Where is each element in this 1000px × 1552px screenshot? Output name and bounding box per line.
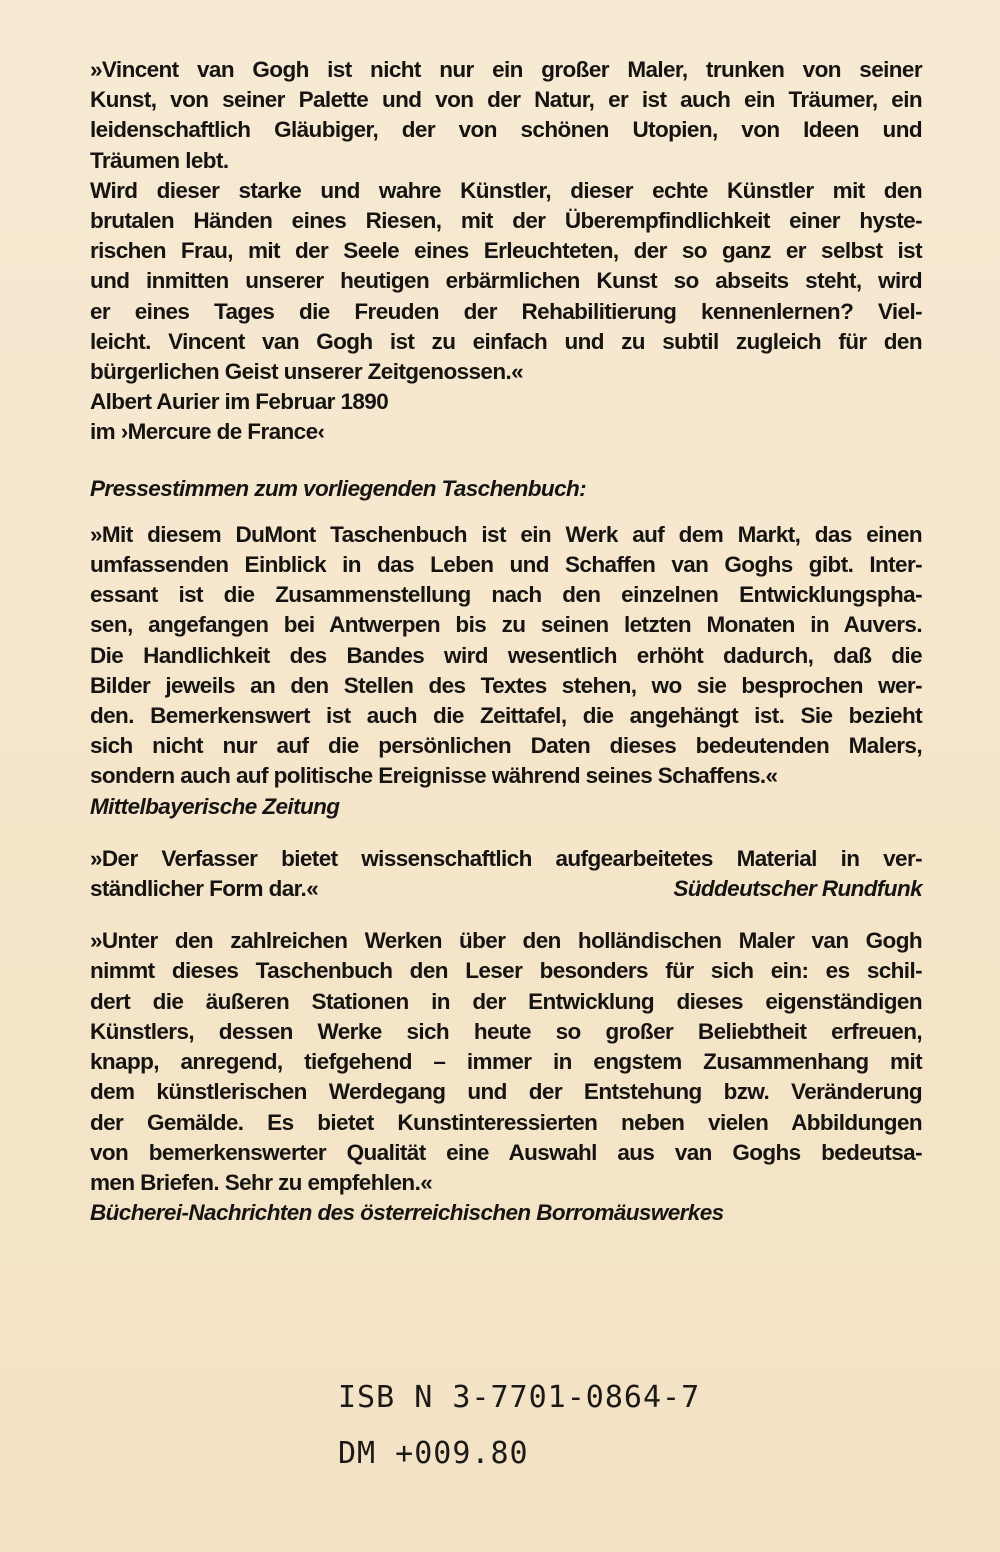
quote-line: er eines Tages die Freuden der Rehabilitierung kennenlernen? Viel-	[90, 298, 922, 324]
review-line: Künstlers, dessen Werke sich heute so großer Beliebtheit erfreuen,	[90, 1018, 922, 1044]
review-line: sen, angefangen bei Antwerpen bis zu seinen letzten Monaten in Auvers.	[90, 612, 922, 638]
review-line: dert die äußeren Stationen in der Entwicklung dieses eigenständigen	[90, 988, 922, 1014]
review-sueddeutscher	[90, 844, 922, 904]
review-source: Süddeutscher Rundfunk	[673, 876, 922, 902]
quote-line: rischen Frau, mit der Seele eines Erleuchteten, der so ganz er selbst ist	[90, 238, 922, 264]
review-line: dem künstlerischen Werdegang und der Entstehung bzw. Veränderung	[90, 1079, 922, 1105]
review-mittelbayerische	[90, 520, 922, 822]
quote-line: leicht. Vincent van Gogh ist zu einfach und zu subtil zugleich für den	[90, 328, 922, 354]
isbn: ISB N 3-7701-0864-7	[338, 1380, 701, 1415]
review-line: den. Bemerkenswert ist auch die Zeittafel, die angehängt ist. Sie bezieht	[90, 703, 922, 729]
review-line: umfassenden Einblick in das Leben und Schaffen van Goghs gibt. Inter-	[90, 552, 922, 578]
review-line: knapp, anregend, tiefgehend – immer in engstem Zusammenhang mit	[90, 1049, 922, 1075]
quote-line: Wird dieser starke und wahre Künstler, dieser echte Künstler mit den	[90, 177, 922, 203]
press-heading: Pressestimmen zum vorliegenden Taschenbuch:	[90, 475, 587, 501]
review-line: »Unter den zahlreichen Werken über den holländischen Maler van Gogh	[90, 928, 922, 954]
quote-line: brutalen Händen eines Riesen, mit der Überempfindlichkeit einer hyste-	[90, 208, 922, 234]
review-source: Bücherei-Nachrichten des österreichischen Borromäuswerkes	[90, 1200, 724, 1226]
quote-line: leidenschaftlich Gläubiger, der von schönen Utopien, von Ideen und	[90, 117, 922, 143]
price: DM +009.80	[338, 1436, 529, 1471]
review-line: Bilder jeweils an den Stellen des Textes stehen, wo sie besprochen wer-	[90, 672, 922, 698]
review-line: »Mit diesem DuMont Taschenbuch ist ein Werk auf dem Markt, das einen	[90, 521, 922, 547]
quote-line: »Vincent van Gogh ist nicht nur ein großer Maler, trunken von seiner	[90, 57, 922, 82]
review-line: von bemerkenswerter Qualität eine Auswahl aus van Goghs bedeutsa-	[90, 1139, 922, 1165]
review-line: essant ist die Zusammenstellung nach den einzelnen Entwicklungspha-	[90, 582, 922, 608]
review-line: ständlicher Form dar.«	[90, 876, 319, 902]
review-line: Die Handlichkeit des Bandes wird wesentlich erhöht dadurch, daß die	[90, 642, 922, 668]
quote-line: bürgerlichen Geist unserer Zeitgenossen.«	[90, 359, 524, 385]
review-line: men Briefen. Sehr zu empfehlen.«	[90, 1169, 433, 1195]
quote-line: Träumen lebt.	[90, 147, 229, 173]
back-cover-text	[90, 55, 922, 1228]
review-borromaeus	[90, 926, 922, 1228]
review-source: Mittelbayerische Zeitung	[90, 793, 340, 819]
review-line: der Gemälde. Es bietet Kunstinteressierten neben vielen Abbildungen	[90, 1109, 922, 1135]
review-line: sich nicht nur auf die persönlichen Daten dieses bedeutenden Malers,	[90, 733, 922, 759]
quote-attribution-source: im ›Mercure de France‹	[90, 419, 325, 445]
review-line: »Der Verfasser bietet wissenschaftlich aufgearbeitetes Material in ver-	[90, 845, 922, 871]
quote-line: Kunst, von seiner Palette und von der Natur, er ist auch ein Träumer, ein	[90, 87, 922, 113]
book-codes	[338, 1370, 700, 1482]
review-line: nimmt dieses Taschenbuch den Leser besonders für sich ein: es schil-	[90, 958, 922, 984]
aurier-quote	[90, 55, 922, 448]
quote-attribution: Albert Aurier im Februar 1890	[90, 389, 389, 415]
quote-line: und inmitten unserer heutigen erbärmlichen Kunst so abseits steht, wird	[90, 268, 922, 294]
review-line: sondern auch auf politische Ereignisse während seines Schaffens.«	[90, 763, 778, 789]
